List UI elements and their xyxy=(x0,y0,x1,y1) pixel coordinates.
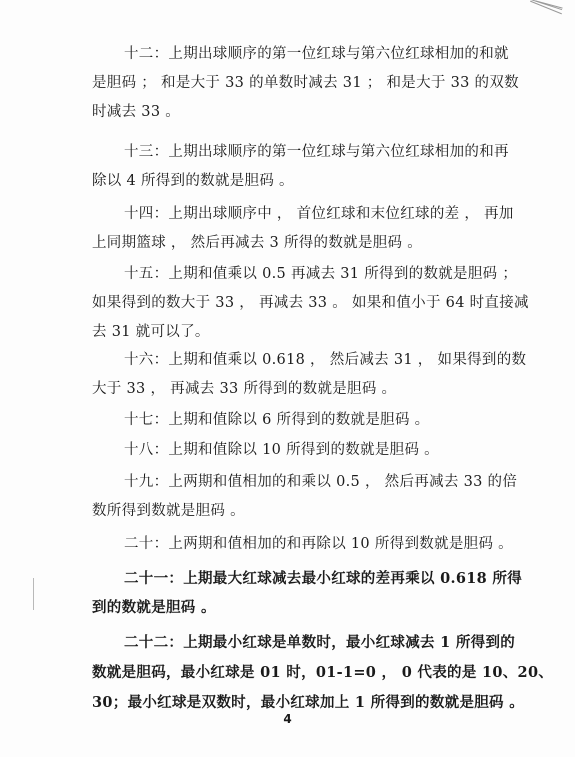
paragraph-19 xyxy=(92,468,518,526)
paragraph-22 xyxy=(92,628,554,718)
text-line: 二十：上两期和值相加的和再除以 10 所得到数就是胆码 。 xyxy=(124,536,513,552)
text-line: 数就是胆码，最小红球是 01 时，01-1=0 ， 0 代表的是 10、20、 xyxy=(92,664,554,681)
text-line: 到的数就是胆码 。 xyxy=(92,599,216,616)
page-number: 4 xyxy=(283,712,292,726)
text-line: 是胆码 ； 和是大于 33 的单数时减去 31 ； 和是大于 33 的双数 xyxy=(92,75,519,91)
text-line: 除以 4 所得到的数就是胆码 。 xyxy=(92,173,294,189)
text-line: 十六：上期和值乘以 0.618 ， 然后减去 31 ， 如果得到的数 xyxy=(124,352,527,368)
text-line: 上同期篮球 ， 然后再减去 3 所得的数就是胆码 。 xyxy=(92,235,423,251)
text-line: 二十二：上期最小红球是单数时，最小红球减去 1 所得到的 xyxy=(124,634,516,651)
paragraph-16 xyxy=(92,346,527,404)
text-line: 十九：上两期和值相加的和乘以 0.5 ， 然后再减去 33 的倍 xyxy=(124,474,518,490)
text-line: 十二：上期出球顺序的第一位红球与第六位红球相加的和就 xyxy=(124,46,509,62)
paragraph-21 xyxy=(92,564,522,622)
paragraph-20 xyxy=(92,530,512,559)
text-line: 时减去 33 。 xyxy=(92,104,181,120)
paragraph-14 xyxy=(92,200,512,258)
paragraph-13 xyxy=(92,138,512,196)
text-line: 大于 33 ， 再减去 33 所得到的数就是胆码 。 xyxy=(92,381,397,397)
text-line: 十四：上期出球顺序中 ， 首位红球和末位红球的差 ， 再加 xyxy=(124,206,514,222)
paragraph-15 xyxy=(92,260,529,347)
text-line: 十五：上期和值乘以 0.5 再减去 31 所得到的数就是胆码 ； xyxy=(124,266,518,282)
paragraph-12 xyxy=(92,40,519,127)
text-line: 如果得到的数大于 33 ， 再减去 33 。 如果和值小于 64 时直接减 xyxy=(92,295,529,311)
text-line: 30；最小红球是双数时，最小红球加上 1 所得到的数就是胆码 。 xyxy=(92,694,525,711)
text-line: 去 31 就可以了。 xyxy=(92,324,210,340)
text-line: 十三：上期出球顺序的第一位红球与第六位红球相加的和再 xyxy=(124,144,509,160)
paragraph-17 xyxy=(92,406,512,435)
paragraph-18 xyxy=(92,436,512,465)
text-line: 十八：上期和值除以 10 所得到的数就是胆码 。 xyxy=(124,442,439,458)
text-line: 数所得到数就是胆码 。 xyxy=(92,503,245,519)
scan-artifact xyxy=(519,0,569,18)
text-line: 二十一：上期最大红球减去最小红球的差再乘以 0.618 所得 xyxy=(124,570,522,587)
text-line: 十七：上期和值除以 6 所得到的数就是胆码 。 xyxy=(124,412,430,428)
scan-margin-line xyxy=(33,578,34,610)
